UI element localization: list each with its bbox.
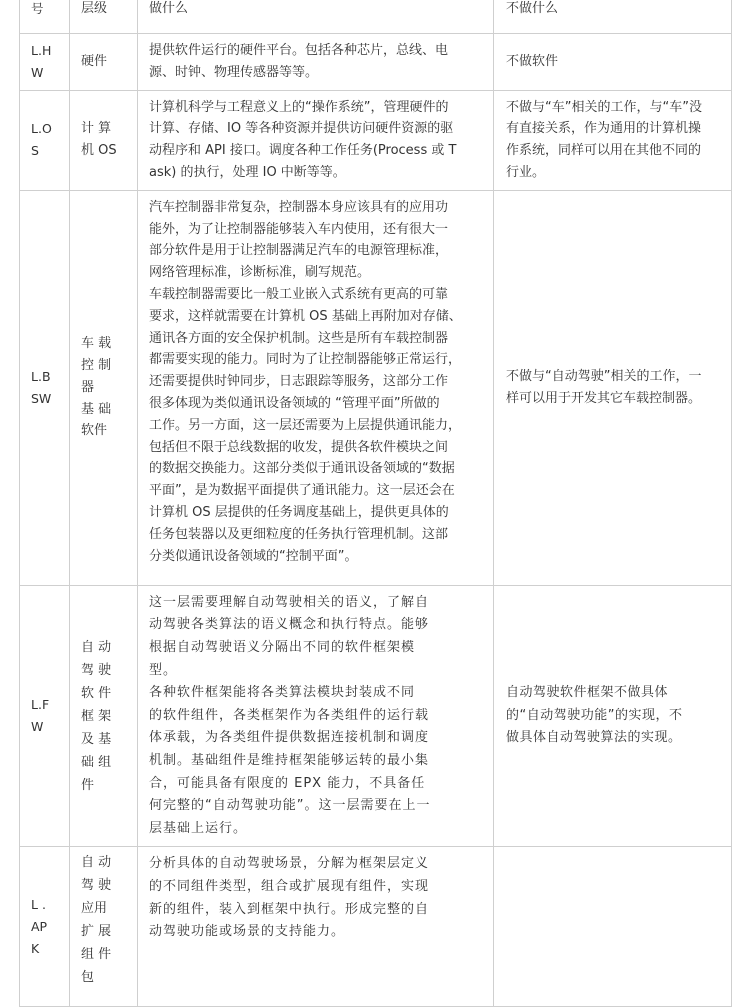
row-does-not-cell <box>494 34 732 91</box>
row-level-cell <box>70 90 138 190</box>
table-row <box>20 847 732 1007</box>
row-level: 自 动 驾 驶 软 件 框 架 及 基 础 组 件 <box>81 639 112 793</box>
header-cell-does-not <box>494 0 732 34</box>
table-row <box>20 190 732 585</box>
row-does-cell <box>138 90 494 190</box>
row-id-cell <box>20 847 70 1007</box>
row-id: L . AP K <box>31 896 48 956</box>
row-does-text: 分析具体的自动驾驶场景，分解为框架层定义 的不同组件类型，组合或扩展现有组件，实现 新的组件，装入到框架中执行。形成完整的自 动驾驶功能或场景的支持能力。 <box>149 856 430 940</box>
row-level-cell <box>70 585 138 847</box>
row-id: L.H W <box>31 42 52 80</box>
row-id: L.O S <box>31 121 52 159</box>
row-does-cell <box>138 847 494 1007</box>
table-row <box>20 585 732 847</box>
row-id-cell <box>20 585 70 847</box>
header-does-not-label: 不做什么 <box>506 1 559 16</box>
table-header-row <box>20 0 732 34</box>
row-does-cell <box>138 190 494 585</box>
row-level-cell <box>70 847 138 1007</box>
row-does-text: 提供软件运行的硬件平台。包括各种芯片，总线、电 源、时钟、物理传感器等等。 <box>149 43 449 80</box>
row-does-cell <box>138 34 494 91</box>
header-id-label: 号 <box>31 1 44 16</box>
row-level: 自 动 驾 驶 应用 扩 展 组 件 包 <box>81 855 112 986</box>
row-does-cell <box>138 585 494 847</box>
header-cell-id <box>20 0 70 34</box>
layer-table-container <box>19 0 731 1007</box>
row-does-not-text: 不做与“自动驾驶”相关的工作，一 样可以用于开发其它车载控制器。 <box>506 368 702 406</box>
row-level-cell <box>70 34 138 91</box>
layer-table <box>19 0 732 1007</box>
header-does-label: 做什么 <box>149 1 189 16</box>
row-id: L.B SW <box>31 368 52 406</box>
row-id-cell <box>20 90 70 190</box>
row-does-not-text <box>494 847 731 859</box>
row-level: 硬件 <box>81 53 108 69</box>
row-does-not-text: 不做软件 <box>506 53 559 69</box>
table-row <box>20 90 732 190</box>
row-does-not-text: 不做与“车”相关的工作，与“车”没 有直接关系，作为通用的计算机操 作系统，同样可以用在其他不同的 行业。 <box>506 99 702 180</box>
row-does-not-cell <box>494 585 732 847</box>
header-cell-does <box>138 0 494 34</box>
row-does-not-cell <box>494 90 732 190</box>
row-does-text: 计算机科学与工程意义上的“操作系统”，管理硬件的 计算、存储、IO 等各种资源并提供访问硬件资源的驱 动程序和 API 接口。调度各种工作任务(Process 或 T ask) 的执行，处理 IO 中断等等。 <box>149 99 457 180</box>
row-does-text: 汽车控制器非常复杂，控制器本身应该具有的应用功 能外，为了让控制器能够装入车内使用，还有很大一 部分软件是用于让控制器满足汽车的电源管理标准， 网络管理标准，诊断标准，刷写规范。 车载控制器需要比一般工业嵌入式系统有更高的可靠 要求，这样就需要在计算机 OS 基础上再附加对存储、 通讯各方面的安全保护机制。这些是所有车载控制器 都需要实现的能力。同时为了让控制器能够正常运行， 还需要提供时钟同步，日志跟踪等服务，这部分工作 很多体现为类似通讯设备领域的 “管理平面”所做的 工作。另一方面，这一层还需要为上层提供通讯能力， 包括但不限于总线数据的收发，提供各软件模块之间 的数据交换能力。这部分类似于通讯设备领域的“数据 平面”，是为数据平面提供了通讯能力。这一层还会在 计算机 OS 层提供的任务调度基础上，提供更具体的 任务包装器以及更细粒度的任务执行管理机制。这部 分类似通讯设备领域的“控制平面”。 <box>149 199 462 564</box>
row-does-not-text: 自动驾驶软件框架不做具体 的“自动驾驶功能”的实现，不 做具体自动驾驶算法的实现。 <box>506 685 683 746</box>
header-level-label: 层级 <box>81 1 108 16</box>
row-level: 车 载 控 制 器 基 础 软件 <box>81 336 112 439</box>
row-does-not-cell <box>494 190 732 585</box>
row-does-text: 这一层需要理解自动驾驶相关的语义，了解自 动驾驶各类算法的语义概念和执行特点。能够 根据自动驾驶语义分隔出不同的软件框架模 型。 各种软件框架能将各类算法模块封装成不同 的软件组件，各类框架作为各类组件的运行载 体承载，为各类组件提供数据连接机制和调度 机制。基础组件是维持框架能够运转的最小集 合，可能具备有限度的 EPX 能力，不具备任 何完整的“自动驾驶功能”。这一层需要在上一 层基础上运行。 <box>149 594 431 836</box>
row-id-cell <box>20 34 70 91</box>
row-level: 计 算 机 OS <box>81 121 117 159</box>
table-row <box>20 34 732 91</box>
row-level-cell <box>70 190 138 585</box>
row-does-not-cell <box>494 847 732 1007</box>
header-cell-level <box>70 0 138 34</box>
row-id: L.F W <box>31 697 50 735</box>
row-id-cell <box>20 190 70 585</box>
